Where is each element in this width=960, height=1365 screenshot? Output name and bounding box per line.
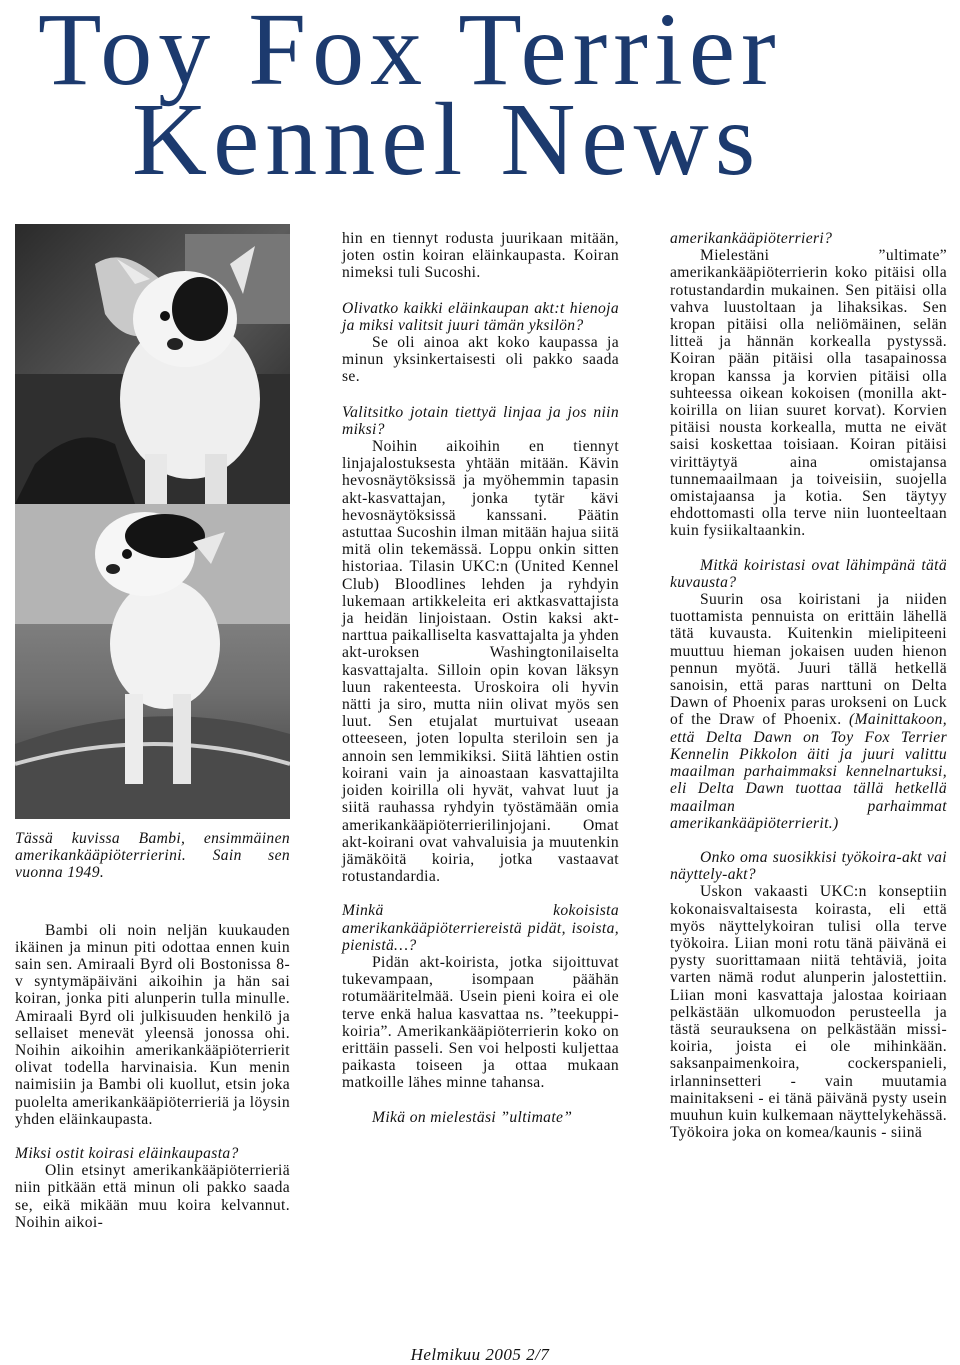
editor-note: (Mainittakoon, että Delta Dawn on Toy Fox Terrier Kennelin Pikkolon äiti ja juuri valittu maailman parhaimmaksi kennelnartuksi, eli Delta Dawn tuottaa tällä hetkellä maailman parhaimmat amerikankääpiöterrierit.) — [670, 711, 947, 832]
paragraph — [670, 591, 947, 832]
article-column-2 — [342, 230, 619, 1126]
paragraph-text: Suurin osa koiristani ja niiden tuottamista pennuista on erittäin lähellä tätä kuvausta. Kuitenkin mielipiteeni muuttuu hieman jokaisen uuden hienon pennun myötä. Juuri tällä hetkellä sanoisin, että paras narttuni on Delta Dawn of Phoenix paras urokseni on Luck of the Draw of Phoenix. — [670, 591, 947, 729]
paragraph: Noihin aikoihin en tiennyt linjajalostuksesta yhtään mitään. Kävin hevosnäytöksissä ja myöhemmin tapasin akt-kasvattajan, jonka tytär kävi hevosnäytöksissä kanssani. Päätin astuttaa Sucoshin ilman mitään hajua siitä mitä olin tekemässä. Loppu onkin sitten historiaa. Tilasin UKC:n (United Kennel Club) Bloodlines lehden ja ryhdyin lukemaan artikkeleita eri aktkasvattajista ja heidän linjoistaan. Ostin kaksi akt-narttua paikalliselta kasvattajalta ja yhden akt-uroksen Washingtonilaiselta kasvattajalta. Silloin opin kovan läksyn luun rakenteesta. Uroskoira oli hyvin nätti ja siro, mutta niin olivat myös sen luut. Sen etujalat murtuivat useaan otteeseen, joten lopulta steriloin sen ja annoin sen lemmikiksi. Siitä lähtien ostin koirani vain ja ainoastaan kasvattajilta joiden koirilla oli hyvät, vahvat luut ja siitä rauhassa ryhdyin työstämään omia amerikankääpiöterrierilinjojani. Omat akt-koirani ovat vahvaluisia ja muutenkin jämäköitä koiria, jotka vastaavat rotustandardia. — [342, 438, 619, 886]
interview-question: Onko oma suosikkisi työkoira-akt vai näyttely-akt? — [670, 848, 947, 884]
article-column-1 — [15, 830, 290, 1231]
photo-caption: Tässä kuvissa Bambi, ensimmäinen amerikankääpiöterrierini. Sain sen vuonna 1949. — [15, 830, 290, 882]
interview-question: amerikankääpiöterrieri? — [670, 230, 833, 247]
paragraph: Mielestäni ”ultimate” amerikankääpiöterrierin koko pitäisi olla rotustandardin mukainen. Sen pitäisi olla vahva luustoltaan ja lihaksikas. Sen kropan pitäisi olla neliömäinen, selän litteä ja hännän korkealla pystyssä. Koiran pään pitäisi olla tasapainossa kropan kanssa ja korvien pitäisi olla suhteessa oikean kokoisen (monilla akt-koirilla on liian suuret korvat). Korvien pitäisi nousta korkealla, mutta ne eivät saisi koskettaa toisiaan. Koiran pitäisi virittäytyä aina omistajansa tunnemaailmaan ja toiveisiin, suojella omistajaansa ja kotia. Sen täytyy ehdottomasti olla terve niin luonteeltaan kuin fysiikaltaankin. — [670, 247, 947, 540]
paragraph: Olin etsinyt amerikankääpiöterrieriä niin pitkään että minun oli pakko saada se, eikä mikään muu koira kelvannut. Noihin aikoi- — [15, 1162, 290, 1231]
page-footer: Helmikuu 2005 2/7 — [410, 1345, 550, 1364]
interview-question: Olivatko kaikki eläinkaupan akt:t hienoja ja miksi valitsit juuri tämän yksilön? — [342, 299, 619, 334]
interview-question: Miksi ostit koirasi eläinkaupasta? — [15, 1145, 239, 1163]
masthead-line-2: Kennel News — [132, 82, 762, 197]
article-column-3 — [670, 230, 947, 1141]
dog-photo-icon — [15, 224, 290, 819]
interview-question: Mikä on mielestäsi ”ultimate” — [372, 1108, 573, 1126]
interview-question: Valitsitko jotain tiettyä linjaa ja jos niin miksi? — [342, 403, 619, 438]
paragraph: Uskon vakaasti UKC:n konseptiin kokonaisvaltaisesta koirasta, eli että myös näyttelykoiran tulisi olla terve työkoira. Liian moni rotu tänä päivänä ei pysty suorittamaan niitä tehtäviä, joita varten nämä rodut alunperin jalostettiin. Liian moni kasvattaja jalostaa koiriaan pelkästään ulkomuodon perusteella ja tästä seurauksena on pelkästään missi-koiria, joista ei ole mihinkään. saksanpaimenkoira, cockerspanieli, irlanninsetteri - vain muutamia mainitakseni - ei tänä päivänä pysty usein muuhun kuin kulkemaan näyttelykehässä. Työkoira joka on komea/kaunis - siinä — [670, 883, 947, 1142]
interview-question: Mitkä koiristasi ovat lähimpänä tätä kuvausta? — [670, 556, 947, 591]
paragraph: Bambi oli noin neljän kuukauden ikäinen ja minun piti odottaa ennen kuin sain sen. Amiraali Byrd oli Bostonissa 8-v syntymäpäiväni aikoihin ja hän sai koiran, jonka piti alunperin tulla minulle. Amiraali Byrd oli julkisuuden henkilö ja sellaiset menevät yleensä jonossa ohi. Noihin aikoihin amerikankääpiöterrierit olivat todella harvinaisia. Kun menin naimisiin ja Bambi oli kuollut, etsin joka puolelta amerikankääpiöterrieriä ja löysin yhden eläinkaupasta. — [15, 921, 290, 1128]
paragraph: hin en tiennyt rodusta juurikaan mitään, joten ostin koiran eläinkaupasta. Koiran nimeksi tuli Sucoshi. — [342, 230, 619, 282]
paragraph: Pidän akt-koirista, jotka sijoittuvat tukevampaan, isompaan päähän rotumääritelmää. Usein pieni koira ei ole terve enkä halua kasvattaa ns. ”teekuppi-koiria”. Amerikankääpiöterrierin koko on erittäin passeli. Sen voi helposti kuljettaa paikasta toiseen ja ottaa mukaan matkoille lähes minne tahansa. — [342, 953, 619, 1092]
interview-question: Minkä kokoisista amerikankääpiöterriereistä pidät, isoista, pienistä…? — [342, 902, 619, 954]
paragraph: Se oli ainoa akt koko kaupassa ja minun yksinkertaisesti oli pakko saada se. — [342, 334, 619, 386]
masthead-line-1: Toy Fox Terrier — [38, 0, 782, 107]
